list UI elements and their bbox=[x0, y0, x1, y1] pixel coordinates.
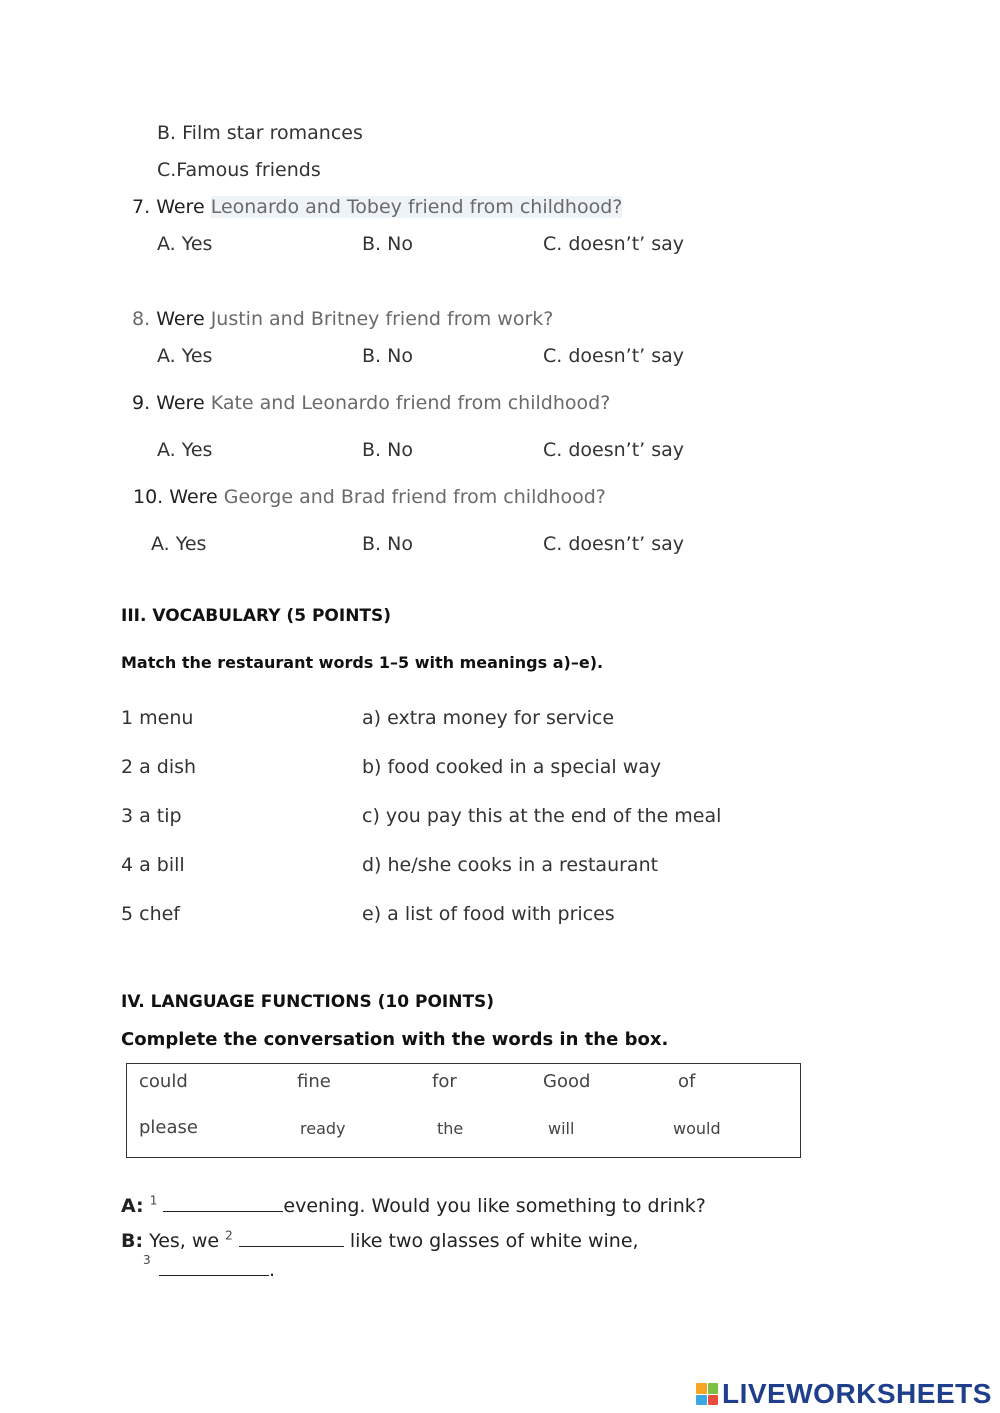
vocab-meaning: b) food cooked in a special way bbox=[362, 756, 662, 778]
vocab-word: 5 chef bbox=[121, 903, 180, 925]
question-10 bbox=[133, 486, 606, 508]
box-word: will bbox=[548, 1119, 575, 1138]
brand-name: LIVEWORKSHEETS bbox=[722, 1378, 992, 1409]
box-word: fine bbox=[297, 1071, 331, 1092]
vocabulary-instruction: Match the restaurant words 1–5 with meanings a)–e). bbox=[121, 653, 604, 672]
vocab-meaning: c) you pay this at the end of the meal bbox=[362, 805, 722, 827]
q9-option-c[interactable]: C. doesn’t’ say bbox=[543, 439, 685, 461]
speaker-label: B: bbox=[121, 1230, 144, 1252]
q8-option-b[interactable]: B. No bbox=[362, 345, 413, 367]
answer-blank-3[interactable] bbox=[159, 1257, 269, 1276]
q8-option-c[interactable]: C. doesn’t’ say bbox=[543, 345, 685, 367]
answer-blank-1[interactable] bbox=[163, 1193, 283, 1212]
question-text: Leonardo and Tobey friend from childhood? bbox=[210, 196, 623, 218]
dialogue-line-c bbox=[143, 1253, 151, 1276]
question-number: 8. bbox=[132, 308, 151, 330]
box-word: Good bbox=[543, 1071, 591, 1092]
brand-logo bbox=[696, 1379, 992, 1409]
liveworksheets-logo-icon bbox=[696, 1383, 718, 1405]
dialogue-text: like two glasses of white wine, bbox=[349, 1230, 639, 1252]
question-text: George and Brad friend from childhood? bbox=[223, 486, 606, 508]
q6-option-b[interactable]: B. Film star romances bbox=[157, 122, 363, 144]
question-lead: Were bbox=[156, 392, 205, 414]
dialogue-text: evening. Would you like something to drink? bbox=[283, 1195, 706, 1217]
q7-option-a[interactable]: A. Yes bbox=[157, 233, 213, 255]
question-lead: Were bbox=[156, 308, 205, 330]
q8-option-a[interactable]: A. Yes bbox=[157, 345, 213, 367]
vocab-word: 1 menu bbox=[121, 707, 194, 729]
q10-option-b[interactable]: B. No bbox=[362, 533, 413, 555]
question-text: Kate and Leonardo friend from childhood? bbox=[210, 392, 611, 414]
question-number: 10. bbox=[133, 486, 164, 508]
blank-number: 1 bbox=[149, 1193, 158, 1208]
dialogue-line-a bbox=[121, 1193, 706, 1217]
box-word: the bbox=[437, 1119, 464, 1138]
question-number: 7. bbox=[132, 196, 151, 218]
box-word: of bbox=[678, 1071, 696, 1092]
question-7 bbox=[132, 196, 622, 218]
vocab-meaning: d) he/she cooks in a restaurant bbox=[362, 854, 659, 876]
dialogue-line-b bbox=[121, 1228, 639, 1252]
question-8 bbox=[132, 308, 553, 330]
question-9 bbox=[132, 392, 610, 414]
vocab-word: 2 a dish bbox=[121, 756, 197, 778]
speaker-label: A: bbox=[121, 1195, 144, 1217]
dialogue-text: Yes, we bbox=[149, 1230, 220, 1252]
vocab-word: 4 a bill bbox=[121, 854, 185, 876]
blank-number: 3 bbox=[143, 1253, 151, 1267]
q6-option-c[interactable]: C.Famous friends bbox=[157, 159, 321, 181]
word-box bbox=[126, 1063, 801, 1158]
question-lead: Were bbox=[169, 486, 218, 508]
box-word: ready bbox=[300, 1119, 346, 1138]
q9-option-b[interactable]: B. No bbox=[362, 439, 413, 461]
box-word: please bbox=[139, 1117, 198, 1138]
vocab-meaning: e) a list of food with prices bbox=[362, 903, 615, 925]
question-lead: Were bbox=[156, 196, 205, 218]
language-instruction: Complete the conversation with the words in the box. bbox=[121, 1029, 669, 1050]
vocab-word: 3 a tip bbox=[121, 805, 182, 827]
q10-option-a[interactable]: A. Yes bbox=[151, 533, 207, 555]
language-heading: IV. LANGUAGE FUNCTIONS (10 POINTS) bbox=[121, 992, 495, 1012]
dialogue-text: . bbox=[269, 1259, 276, 1281]
vocab-meaning: a) extra money for service bbox=[362, 707, 615, 729]
vocabulary-heading: III. VOCABULARY (5 POINTS) bbox=[121, 606, 392, 626]
q7-option-b[interactable]: B. No bbox=[362, 233, 413, 255]
answer-blank-2[interactable] bbox=[239, 1228, 344, 1247]
blank-number: 2 bbox=[225, 1228, 233, 1243]
q10-option-c[interactable]: C. doesn’t’ say bbox=[543, 533, 685, 555]
box-word: could bbox=[139, 1071, 188, 1092]
q7-option-c[interactable]: C. doesn’t’ say bbox=[543, 233, 685, 255]
dialogue-line-c-blank bbox=[159, 1257, 275, 1281]
question-text: Justin and Britney friend from work? bbox=[210, 308, 554, 330]
q9-option-a[interactable]: A. Yes bbox=[157, 439, 213, 461]
box-word: for bbox=[432, 1071, 457, 1092]
box-word: would bbox=[673, 1119, 721, 1138]
question-number: 9. bbox=[132, 392, 151, 414]
